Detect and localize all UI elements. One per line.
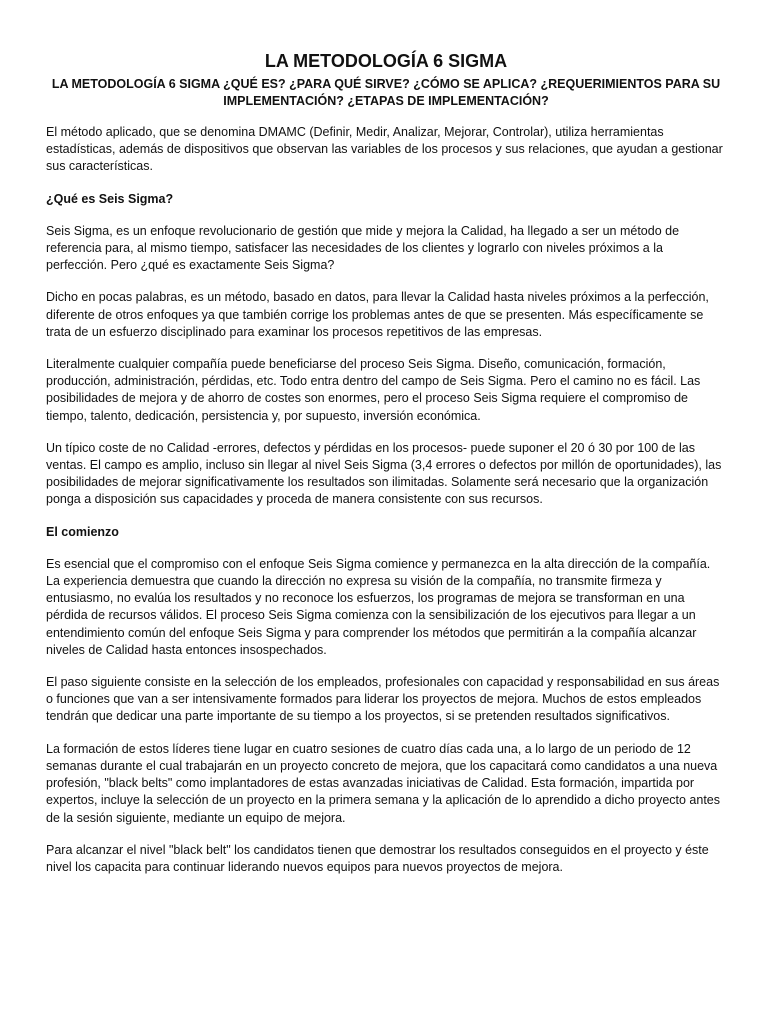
paragraph: Es esencial que el compromiso con el enfoque Seis Sigma comience y permanezca en la alta dirección de la compañía. La experiencia demuestra que cuando la dirección no expresa su visión de la compañía, no transmite firmeza y entusiasmo, no evalúa los resultados y no reconoce los esfuerzos, los programas de mejora se transforman en una pérdida de recursos válidos. El proceso Seis Sigma comienza con la sensibilización de los ejecutivos para llegar a un entendimiento común del enfoque Seis Sigma y para comprender los métodos que permitirán a la compañía alcanzar niveles de Calidad hasta entonces insospechados.: [46, 556, 711, 657]
paragraph: Literalmente cualquier compañía puede beneficiarse del proceso Seis Sigma. Diseño, comunicación, formación, producción, administración, pérdidas, etc. Todo entra dentro del campo de Seis Sigma. Pero el camino no es fácil. Las posibilidades de mejora y de ahorro de costes son enormes, pero el proceso Seis Sigma requiere el compromiso de tiempo, talento, dedicación, persistencia y, por supuesto, inversión económica.: [46, 357, 701, 423]
paragraph: Para alcanzar el nivel "black belt" los candidatos tienen que demostrar los resultados conseguidos en el proyecto y éste nivel los capacita para continuar liderando nuevos equipos para nuevos proyectos de mejora.: [46, 842, 709, 874]
paragraph: Seis Sigma, es un enfoque revolucionario de gestión que mide y mejora la Calidad, ha llegado a ser un método de referencia para, al mismo tiempo, satisfacer las necesidades de los clientes y lograrlo con niveles próximos a la perfección. Pero ¿qué es exactamente Seis Sigma?: [46, 223, 680, 273]
paragraph: El paso siguiente consiste en la selección de los empleados, profesionales con capacidad y responsabilidad en sus áreas o funciones que van a ser intensivamente formados para liderar los proyectos de mejora. Muchos de estos empleados tendrán que dedicar una parte importante de su tiempo a los proyectos, si se pretenden resultados significativos.: [46, 675, 720, 724]
intro-paragraph: El método aplicado, que se denomina DMAMC (Definir, Medir, Analizar, Mejorar, Controlar), utiliza herramientas estadísticas, además de dispositivos que observan las variables de los procesos y sus relaciones, que ayudan a gestionar sus características.: [46, 125, 723, 174]
paragraph: Dicho en pocas palabras, es un método, basado en datos, para llevar la Calidad hasta niveles próximos a la perfección, diferente de otros enfoques ya que también corrige los problemas antes de que se presenten. Más específicamente se trata de un esfuerzo disciplinado para examinar los procesos repetitivos de las empresas.: [46, 290, 709, 339]
paragraph: Un típico coste de no Calidad -errores, defectos y pérdidas en los procesos- puede suponer el 20 ó 30 por 100 de las ventas. El campo es amplio, incluso sin llegar al nivel Seis Sigma (3,4 errores o defectos por millón de oportunidades), las posibilidades de mejorar significativamente los resultados son ilimitadas. Solamente será necesario que la organización ponga a disposición sus capacidades y proceda de manera consistente con sus recursos.: [46, 440, 722, 507]
document-subtitle: LA METODOLOGÍA 6 SIGMA ¿QUÉ ES? ¿PARA QUÉ SIRVE? ¿CÓMO SE APLICA? ¿REQUERIMIENTOS PARA SU IMPLEMENTACIÓN? ¿ETAPAS DE IMPLEMENTACIÓN?: [51, 77, 721, 108]
document-title: LA METODOLOGÍA 6 SIGMA: [264, 51, 508, 71]
section-heading-comienzo: El comienzo: [46, 524, 119, 539]
document-page: [46, 50, 726, 891]
paragraph: La formación de estos líderes tiene lugar en cuatro sesiones de cuatro días cada una, a lo largo de un periodo de 12 semanas durante el cual trabajarán en un proyecto concreto de mejora, que los capacitará como candidatos a una nueva profesión, "black belts" como implantadores de estas avanzadas iniciativas de Calidad. Esta formación, impartida por expertos, incluye la selección de un proyecto en la primera semana y la aplicación de lo aprendido a dicho proyecto antes de la sesión siguiente, mediante un equipo de mejora.: [46, 741, 721, 825]
section-heading-que-es: ¿Qué es Seis Sigma?: [46, 191, 174, 206]
